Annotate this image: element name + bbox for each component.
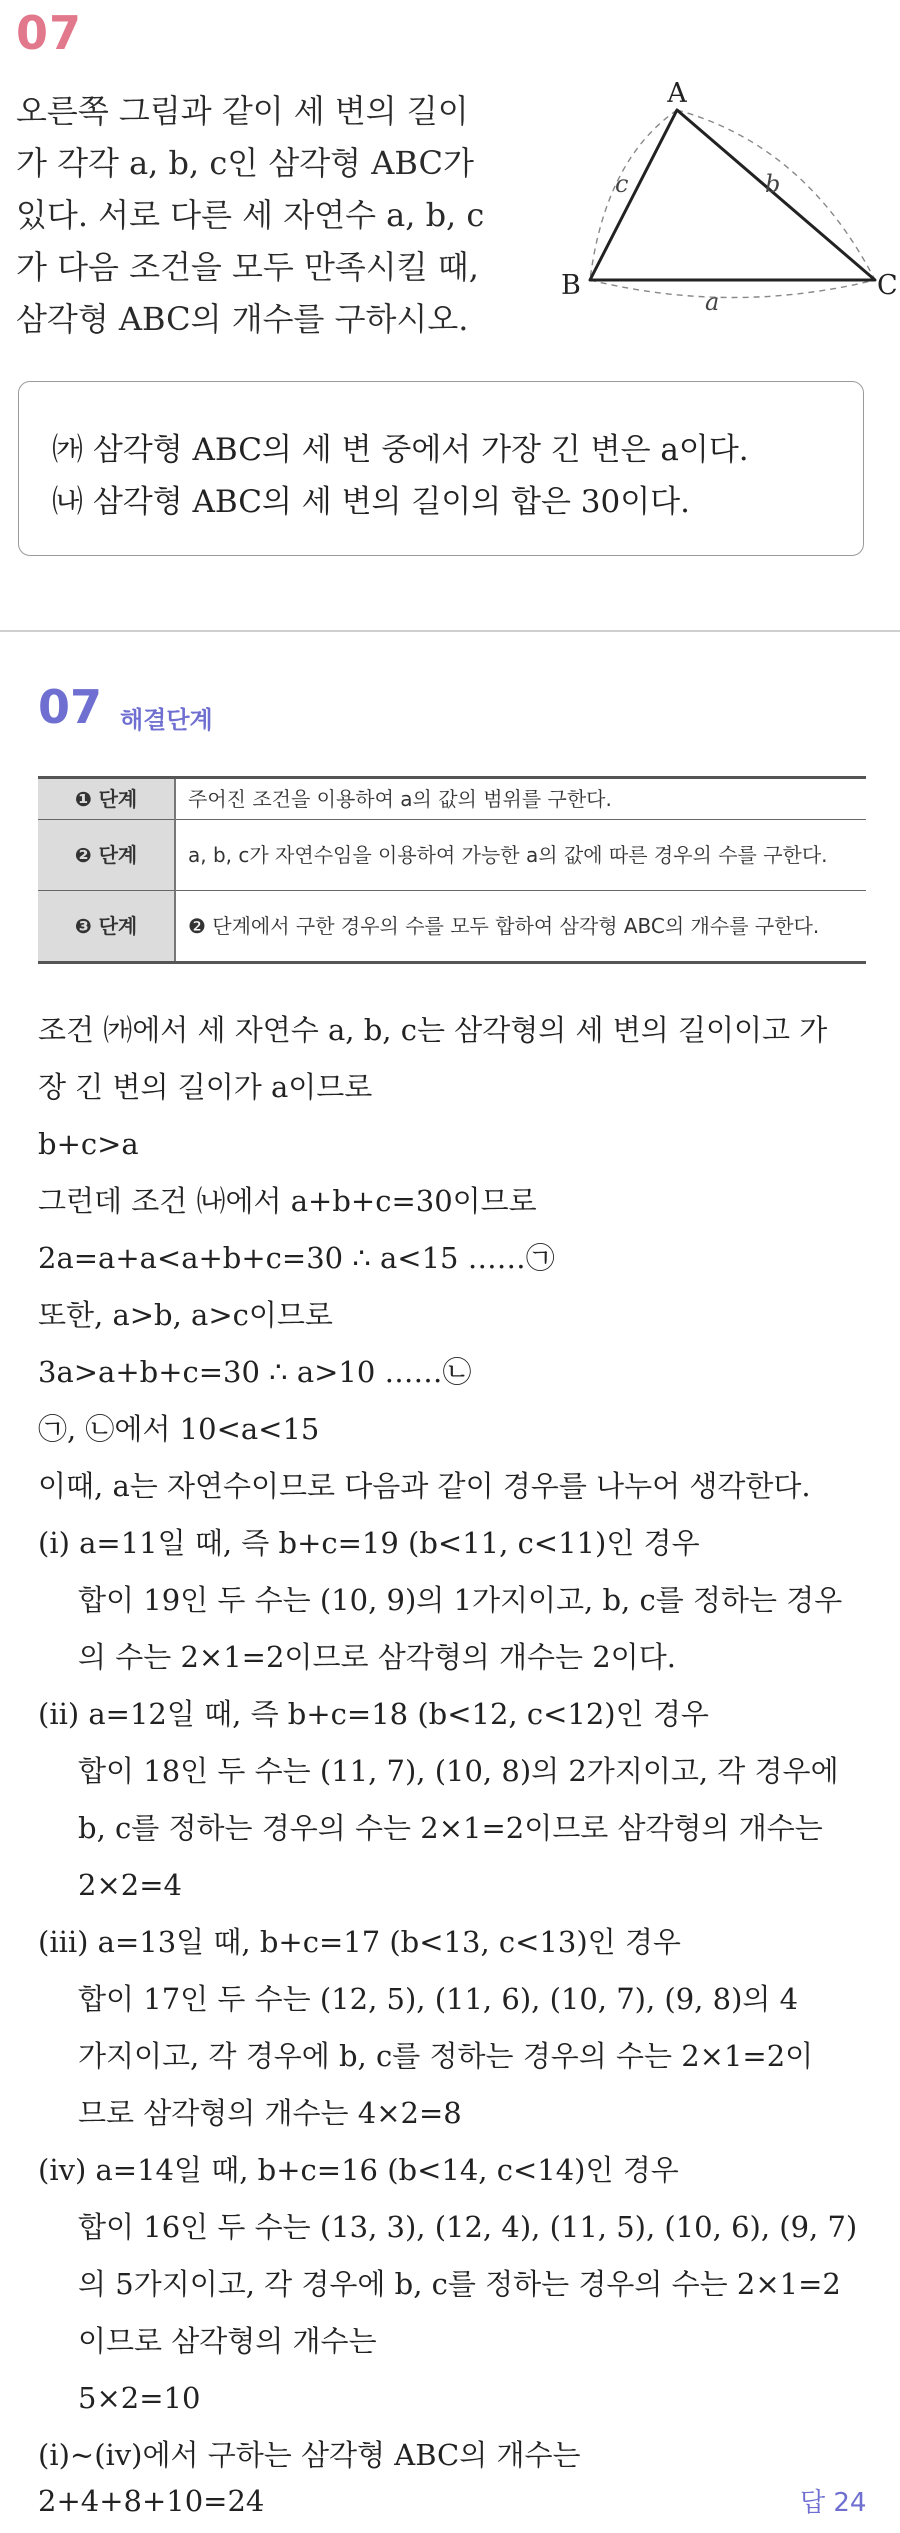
vertex-label-c: C (877, 270, 898, 301)
solution-number: 07 (38, 680, 103, 734)
solution-line: 합이 19인 두 수는 (10, 9)의 1가지이고, b, c를 정하는 경우 (78, 1583, 843, 1617)
solution-line: b+c>a (38, 1127, 139, 1161)
solution-line: (ⅲ) a=13일 때, b+c=17 (b<13, c<13)인 경우 (38, 1925, 681, 1959)
step-row (38, 778, 866, 820)
solution-line: (ⅰ) a=11일 때, 즉 b+c=19 (b<11, c<11)인 경우 (38, 1526, 700, 1560)
triangle-figure (555, 80, 900, 320)
solution-line: 이므로 삼각형의 개수는 (78, 2324, 377, 2358)
solution-line: (ⅰ)~(ⅳ)에서 구하는 삼각형 ABC의 개수는 (38, 2438, 581, 2472)
vertex-label-a: A (667, 80, 687, 109)
solution-line: b, c를 정하는 경우의 수는 2×1=2이므로 삼각형의 개수는 (78, 1811, 823, 1845)
step-text: a, b, c가 자연수임을 이용하여 가능한 a의 값에 따른 경우의 수를 구한다. (175, 820, 866, 891)
solution-line: 그런데 조건 ㈏에서 a+b+c=30이므로 (38, 1184, 537, 1218)
step-row (38, 820, 866, 891)
solution-line: 므로 삼각형의 개수는 4×2=8 (78, 2096, 462, 2130)
solution-line: 3a>a+b+c=30 ∴ a>10 ……㉡ (38, 1355, 472, 1389)
condition-ga: ㈎ 삼각형 ABC의 세 변 중에서 가장 긴 변은 a이다. (52, 432, 749, 468)
solution-line: 합이 16인 두 수는 (13, 3), (12, 4), (11, 5), (10, 6), (9, 7) (78, 2210, 858, 2244)
solution-line: 2×2=4 (78, 1868, 182, 1902)
side-label-a: a (705, 288, 720, 316)
side-label-c: c (615, 170, 629, 198)
problem-text-line: 가 다음 조건을 모두 만족시킬 때, (16, 248, 479, 286)
problem-text-line: 삼각형 ABC의 개수를 구하시오. (16, 300, 469, 338)
section-divider (0, 630, 900, 632)
solution-line: 조건 ㈎에서 세 자연수 a, b, c는 삼각형의 세 변의 길이이고 가 (38, 1013, 828, 1047)
answer-label: 답 24 (800, 2488, 867, 2518)
solution-line: 이때, a는 자연수이므로 다음과 같이 경우를 나누어 생각한다. (38, 1469, 811, 1503)
solution-line: 의 수는 2×1=2이므로 삼각형의 개수는 2이다. (78, 1640, 676, 1674)
solution-title: 해결단계 (120, 706, 213, 734)
solution-line: 의 5가지이고, 각 경우에 b, c를 정하는 경우의 수는 2×1=2 (78, 2267, 841, 2301)
vertex-label-b: B (561, 270, 581, 301)
solution-line: 합이 17인 두 수는 (12, 5), (11, 6), (10, 7), (9, 8)의 4 (78, 1982, 799, 2016)
solution-line: 2+4+8+10=24 (38, 2484, 265, 2518)
step-label: ❶ 단계 (38, 778, 175, 820)
solution-line: 2a=a+a<a+b+c=30 ∴ a<15 ……㉠ (38, 1241, 555, 1275)
solution-line: 5×2=10 (78, 2381, 201, 2415)
step-label: ❷ 단계 (38, 820, 175, 891)
problem-text-line: 가 각각 a, b, c인 삼각형 ABC가 (16, 144, 474, 182)
problem-number: 07 (16, 6, 83, 60)
problem-text-line: 있다. 서로 다른 세 자연수 a, b, c (16, 196, 485, 234)
condition-na: ㈏ 삼각형 ABC의 세 변의 길이의 합은 30이다. (52, 484, 690, 520)
solution-line: 합이 18인 두 수는 (11, 7), (10, 8)의 2가지이고, 각 경우에 (78, 1754, 839, 1788)
step-text: ❷ 단계에서 구한 경우의 수를 모두 합하여 삼각형 ABC의 개수를 구한다. (188, 913, 820, 938)
step-row (38, 891, 866, 963)
solution-line: 또한, a>b, a>c이므로 (38, 1298, 333, 1332)
solution-steps-table (38, 776, 866, 964)
solution-line: 장 긴 변의 길이가 a이므로 (38, 1070, 373, 1104)
solution-line: ㉠, ㉡에서 10<a<15 (38, 1412, 320, 1446)
side-label-b: b (765, 170, 781, 198)
step-text: 주어진 조건을 이용하여 a의 값의 범위를 구한다. (175, 778, 866, 820)
step-label: ❸ 단계 (38, 891, 175, 963)
solution-line: 가지이고, 각 경우에 b, c를 정하는 경우의 수는 2×1=2이 (78, 2039, 814, 2073)
solution-line: (ⅳ) a=14일 때, b+c=16 (b<14, c<14)인 경우 (38, 2153, 679, 2187)
solution-line: (ⅱ) a=12일 때, 즉 b+c=18 (b<12, c<12)인 경우 (38, 1697, 709, 1731)
problem-text-line: 오른쪽 그림과 같이 세 변의 길이 (16, 92, 469, 130)
